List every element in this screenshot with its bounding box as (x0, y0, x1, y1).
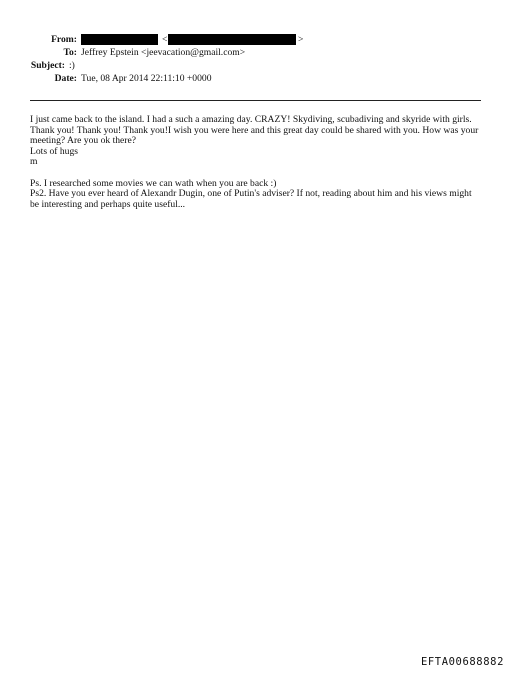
subject-label: Subject: (30, 60, 65, 71)
email-body (30, 115, 482, 210)
body-closing: Lots of hugs (30, 145, 78, 157)
redacted-sender-email (168, 34, 296, 45)
date-value: Tue, 08 Apr 2014 22:11:10 +0000 (81, 73, 212, 84)
body-paragraph: I just came back to the island. I had a such a amazing day. CRAZY! Skydiving, scubadiving and skyride with girls. Thank you! Thank you! Thank you!I wish you were here and this great day could be shared with you. How was your meeting? Are you ok there? (30, 114, 479, 147)
from-close-bracket: > (298, 34, 304, 45)
redacted-sender-name (81, 34, 158, 45)
to-value: Jeffrey Epstein <jeevacation@gmail.com> (81, 47, 246, 58)
document-id: EFTA00688882 (420, 656, 504, 668)
date-label: Date: (54, 73, 77, 84)
body-ps1: Ps. I researched some movies we can wath when you are back :) (30, 177, 277, 189)
to-label: To: (63, 47, 77, 58)
paragraph-gap (30, 168, 482, 179)
header-divider (30, 100, 481, 101)
subject-value: :) (69, 60, 75, 71)
from-label: From: (51, 34, 77, 45)
body-ps2: Ps2. Have you ever heard of Alexandr Dugin, one of Putin's adviser? If not, reading about him and his views might be interesting and perhaps quite useful... (30, 188, 472, 210)
body-signature: m (30, 156, 38, 168)
from-open-bracket: < (162, 34, 168, 45)
